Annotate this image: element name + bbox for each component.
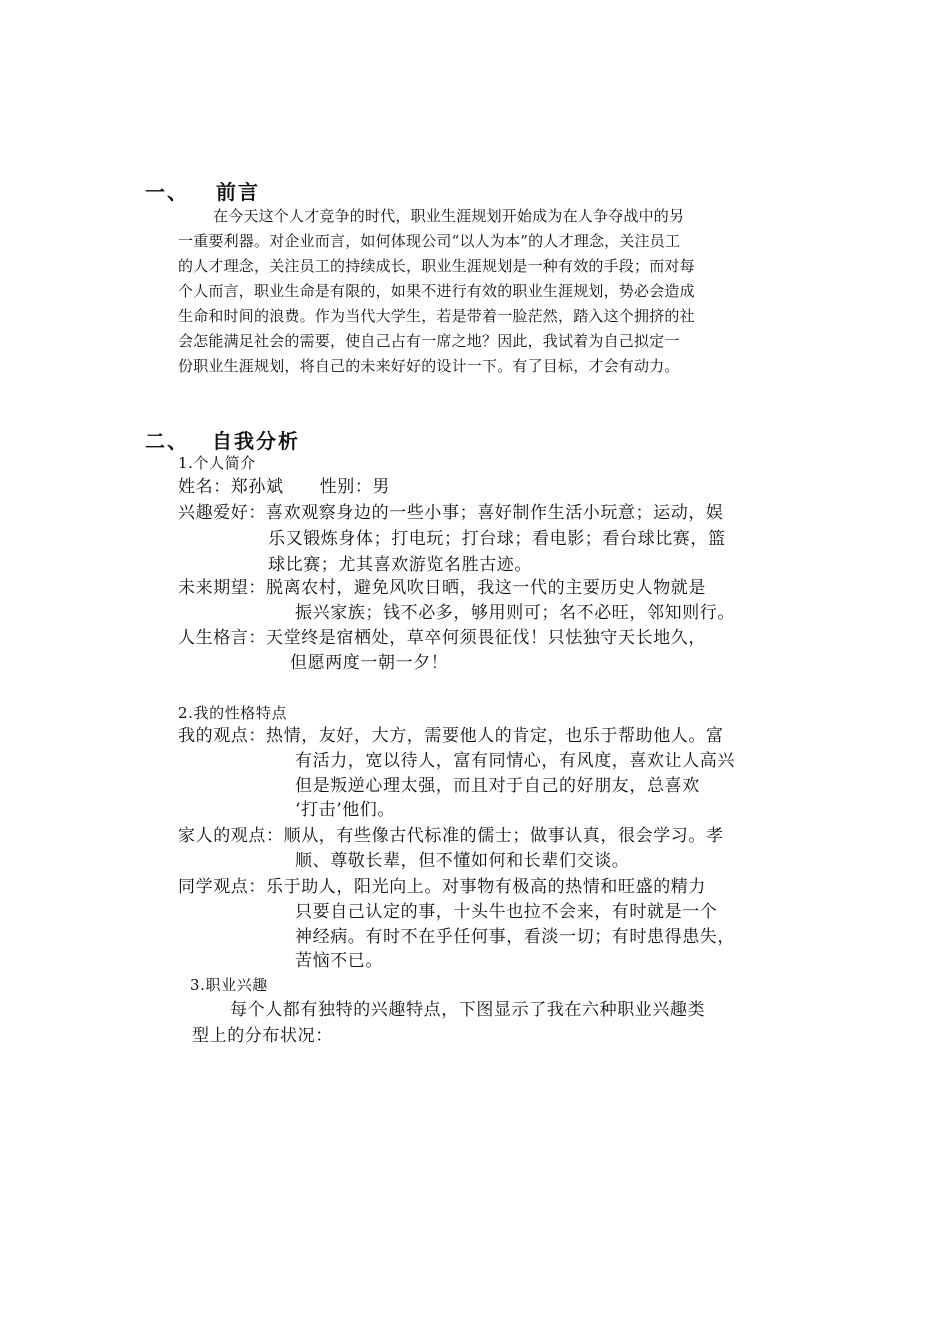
section-2-number: 二、 bbox=[145, 429, 189, 453]
subsection-personal-profile: 1.个人简介 bbox=[178, 454, 256, 472]
motto-line: 人生格言：天堂终是宿栖处，草卒何须畏征伐！只怯独守天长地久， bbox=[178, 628, 706, 648]
hobbies-line: 球比赛；尤其喜欢游览名胜古迹。 bbox=[268, 555, 532, 575]
preface-line: 在今天这个人才竞争的时代，职业生涯规划开始成为在人争夺战中的另 bbox=[213, 207, 685, 225]
future-line: 未来期望：脱离农村，避免风吹日晒，我这一代的主要历史人物就是 bbox=[178, 578, 706, 598]
hobbies-line: 乐又锻炼身体；打电玩；打台球；看电影；看台球比赛，篮 bbox=[268, 529, 726, 549]
classmate-view-line: 苦恼不已。 bbox=[295, 951, 383, 971]
my-view-line: 有活力，宽以待人，富有同情心，有风度，喜欢让人高兴 bbox=[295, 751, 735, 771]
my-view-line: 我的观点：热情，友好，大方，需要他人的肯定，也乐于帮助他人。富 bbox=[178, 726, 724, 746]
preface-line: 份职业生涯规划，将自己的未来好好的设计一下。有了目标，才会有动力。 bbox=[178, 357, 680, 375]
section-1-title: 前言 bbox=[216, 180, 260, 204]
classmate-view-line: 同学观点：乐于助人，阳光向上。对事物有极高的热情和旺盛的精力 bbox=[178, 877, 706, 897]
preface-line: 的人才理念，关注员工的持续成长，职业生涯规划是一种有效的手段；而对每 bbox=[178, 257, 695, 275]
section-2-title: 自我分析 bbox=[212, 429, 300, 453]
preface-line: 个人而言，职业生命是有限的，如果不进行有效的职业生涯规划，势必会造成 bbox=[178, 282, 695, 300]
hobbies-line: 兴趣爱好：喜欢观察身边的一些小事；喜好制作生活小玩意；运动，娱 bbox=[178, 503, 724, 523]
preface-line: 会怎能满足社会的需要，使自己占有一席之地？因此，我试着为自己拟定一 bbox=[178, 332, 680, 350]
subsection-career-interest: 3.职业兴趣 bbox=[190, 976, 268, 994]
classmate-view-line: 神经病。有时不在乎任何事，看淡一切；有时患得患失， bbox=[295, 927, 735, 947]
preface-line: 一重要利器。对企业而言，如何体现公司“以人为本”的人才理念，关注员工 bbox=[178, 232, 681, 250]
preface-line: 生命和时间的浪费。作为当代大学生，若是带着一脸茫然，踏入这个拥挤的社 bbox=[178, 307, 695, 325]
my-view-line: 但是叛逆心理太强，而且对于自己的好朋友，总喜欢 bbox=[295, 776, 700, 796]
classmate-view-line: 只要自己认定的事，十头牛也拉不会来，有时就是一个 bbox=[295, 902, 718, 922]
motto-line: 但愿两度一朝一夕！ bbox=[290, 653, 449, 673]
interest-line: 每个人都有独特的兴趣特点，下图显示了我在六种职业兴趣类 bbox=[230, 1000, 706, 1020]
future-line: 振兴家族；钱不必多，够用则可；名不必旺，邻知则行。 bbox=[295, 603, 735, 623]
interest-line: 型上的分布状况： bbox=[192, 1026, 333, 1046]
section-1-number: 一、 bbox=[145, 180, 189, 204]
family-view-line: 顺、尊敬长辈，但不懂如何和长辈们交谈。 bbox=[295, 851, 630, 871]
my-view-line: ‘打击’他们。 bbox=[295, 800, 396, 820]
family-view-line: 家人的观点：顺从，有些像古代标准的儒士；做事认真，很会学习。孝 bbox=[178, 826, 724, 846]
name-gender-line: 姓名：郑孙斌 性别：男 bbox=[178, 477, 391, 497]
subsection-personality: 2.我的性格特点 bbox=[178, 704, 288, 722]
